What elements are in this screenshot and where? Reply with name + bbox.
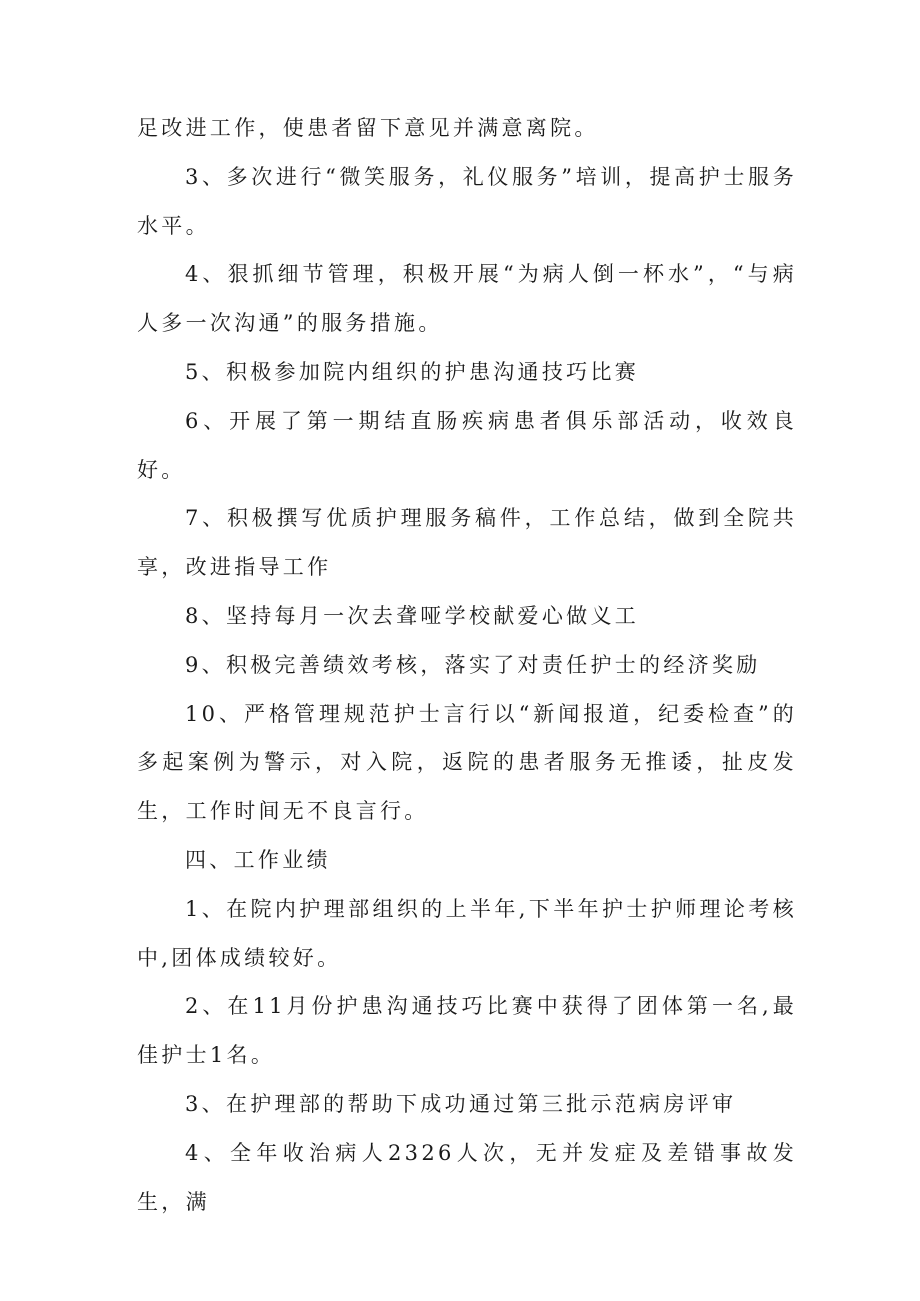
paragraph: 2、在11月份护患沟通技巧比赛中获得了团体第一名,最佳护士1名。	[137, 994, 797, 1068]
paragraph: 7、积极撰写优质护理服务稿件，工作总结，做到全院共享，改进指导工作	[137, 506, 797, 580]
paragraph: 9、积极完善绩效考核，落实了对责任护士的经济奖励	[185, 652, 761, 677]
paragraph: 足改进工作，使患者留下意见并满意离院。	[137, 116, 599, 140]
paragraph: 6、开展了第一期结直肠疾病患者俱乐部活动，收效良好。	[137, 408, 797, 482]
document-body	[137, 104, 797, 1226]
paragraph: 10、严格管理规范护士言行以“新闻报道，纪委检查”的多起案例为警示，对入院，返院的患者服务无推诿，扯皮发生，工作时间无不良言行。	[137, 701, 797, 824]
paragraph: 4、全年收治病人2326人次，无并发症及差错事故发生，满	[137, 1140, 797, 1214]
paragraph: 4、狠抓细节管理，积极开展“为病人倒一杯水”，“与病人多一次沟通”的服务措施。	[137, 262, 797, 336]
paragraph: 1、在院内护理部组织的上半年,下半年护士护师理论考核中,团体成绩较好。	[137, 896, 797, 970]
paragraph: 3、在护理部的帮助下成功通过第三批示范病房评审	[185, 1091, 737, 1116]
section-heading: 四、工作业绩	[185, 847, 331, 872]
paragraph: 8、坚持每月一次去聋哑学校献爱心做义工	[185, 603, 640, 628]
paragraph: 3、多次进行“微笑服务，礼仪服务”培训，提高护士服务水平。	[137, 164, 797, 238]
paragraph: 5、积极参加院内组织的护患沟通技巧比赛	[185, 359, 640, 384]
